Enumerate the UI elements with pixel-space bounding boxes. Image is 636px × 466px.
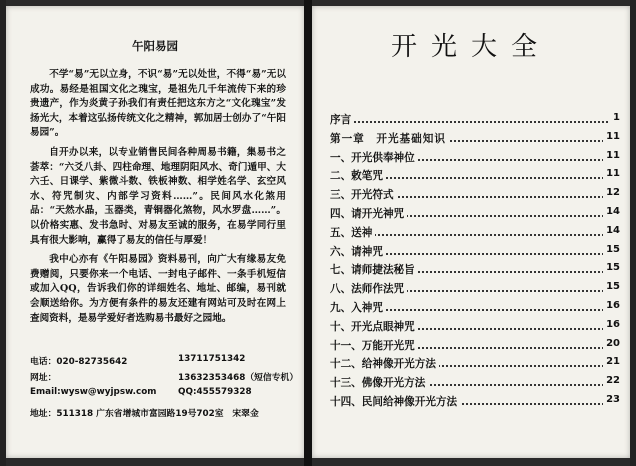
toc-entry-label: 六、请神咒 [330, 244, 386, 259]
toc-entry-page: 15 [603, 281, 620, 292]
toc-entry [330, 225, 620, 244]
toc-entry-page: 12 [603, 187, 620, 198]
phone: 电话：020-82735642 [30, 357, 128, 367]
toc-entry [330, 356, 620, 375]
mobile: 13711751342 [178, 354, 246, 364]
toc-entry [330, 187, 620, 206]
website-label: 网址： [30, 373, 57, 383]
sms-number: 13632353468（短信专机） [178, 373, 299, 383]
toc-entry [330, 319, 620, 338]
address: 地址：511318 广东省增城市富园路19号702室 宋翠金 [30, 409, 259, 419]
toc-entry-page: 21 [603, 356, 620, 367]
book-gutter [304, 0, 312, 466]
toc-entry-label: 三、开光符式 [330, 187, 397, 202]
toc-entry-page: 23 [603, 394, 620, 405]
toc-entry [330, 150, 620, 169]
toc-entry-page: 15 [603, 244, 620, 255]
toc-entry-label: 十二、给神像开光方法 [330, 356, 439, 371]
toc-entry-page: 1 [610, 112, 620, 123]
toc-entry-label: 序言 [330, 112, 354, 127]
toc-entry [330, 244, 620, 263]
toc-entry-label: 十三、佛像开光方法 [330, 375, 428, 390]
toc-leader-dots [330, 121, 620, 123]
right-page [312, 6, 630, 458]
contact-block [30, 354, 299, 444]
toc-entry-label: 九、入神咒 [330, 300, 386, 315]
toc-entry-page: 22 [603, 375, 620, 386]
toc-entry-label: 十四、民间给神像开光方法 [330, 394, 460, 409]
newsletter-paragraph: 我中心亦有《午阳易园》资料易刊，向广大有缘易友免费赠阅，只要你来一个电话、一封电子邮件、一条手机短信或加入QQ，告诉我们你的详细姓名、地址、邮编，易刊就会顺送给你。为方便有条件的易友还建有网站可及时在网上查阅资料，是易学爱好者选购易书最好之园地。 [30, 254, 286, 324]
qq: QQ:455579328 [178, 387, 252, 397]
toc-entry [330, 131, 620, 150]
table-of-contents [330, 112, 620, 413]
toc-entry-label: 五、送神 [330, 225, 375, 240]
email: Email:wysw@wyjpsw.com [30, 387, 157, 397]
toc-entry-page: 16 [603, 319, 620, 330]
toc-entry-label: 四、请开光神咒 [330, 206, 407, 221]
toc-entry-label: 十、开光点眼神咒 [330, 319, 418, 334]
left-page-title: 午阳易园 [132, 39, 178, 53]
toc-entry [330, 300, 620, 319]
book-title: 开光大全 [390, 32, 551, 62]
left-page [6, 6, 304, 458]
toc-entry-page: 16 [603, 300, 620, 311]
toc-entry-page: 20 [603, 338, 620, 349]
toc-entry-page: 11 [603, 131, 620, 142]
toc-entry [330, 338, 620, 357]
toc-entry-label: 一、开光供奉神位 [330, 150, 418, 165]
toc-entry [330, 375, 620, 394]
toc-entry-page: 14 [603, 206, 620, 217]
services-paragraph: 自开办以来，以专业销售民间各种周易书籍，集易书之荟萃：“六爻八卦、四柱命理、地理阴阳风水、奇门遁甲、大六壬、日课学、紫微斗数、铁板神数、相学姓名学、玄空风水、符咒制灾、内部学习资料……”。民间风水化煞用品：“天然水晶，玉器类，青铜器化煞物，风水罗盘……”。以价格实惠、发书急时、对易友至诚的服务，在易学同行里具有很大影响，赢得了易友的信任与厚爱！ [30, 146, 286, 246]
toc-entry [330, 281, 620, 300]
toc-entry-label: 第一章 开光基础知识 [330, 131, 449, 146]
left-page-body [30, 68, 286, 326]
toc-entry-label: 二、敕笔咒 [330, 168, 386, 183]
toc-entry-page: 11 [603, 150, 620, 161]
toc-entry-label: 七、请师捷法秘旨 [330, 262, 418, 277]
toc-entry-label: 八、法师作法咒 [330, 281, 407, 296]
intro-paragraph: 不学“易”无以立身，不识“易”无以处世，不得“易”无以成功。易经是祖国文化之瑰宝，是祖先几千年流传下来的珍贵遗产，作为炎黄子孙我们有责任把这东方之“文化瑰宝”发扬光大，本着这弘扬传统文化之精神，郭加居士创办了“午阳易园”。 [30, 69, 286, 139]
toc-entry-page: 14 [603, 225, 620, 236]
toc-entry-label: 十一、万能开光咒 [330, 338, 418, 353]
toc-entry [330, 394, 620, 413]
toc-entry [330, 112, 620, 131]
toc-entry-page: 11 [603, 168, 620, 179]
toc-entry [330, 262, 620, 281]
toc-entry-page: 15 [603, 262, 620, 273]
toc-entry [330, 168, 620, 187]
toc-entry [330, 206, 620, 225]
scan-edge-right [630, 0, 636, 466]
